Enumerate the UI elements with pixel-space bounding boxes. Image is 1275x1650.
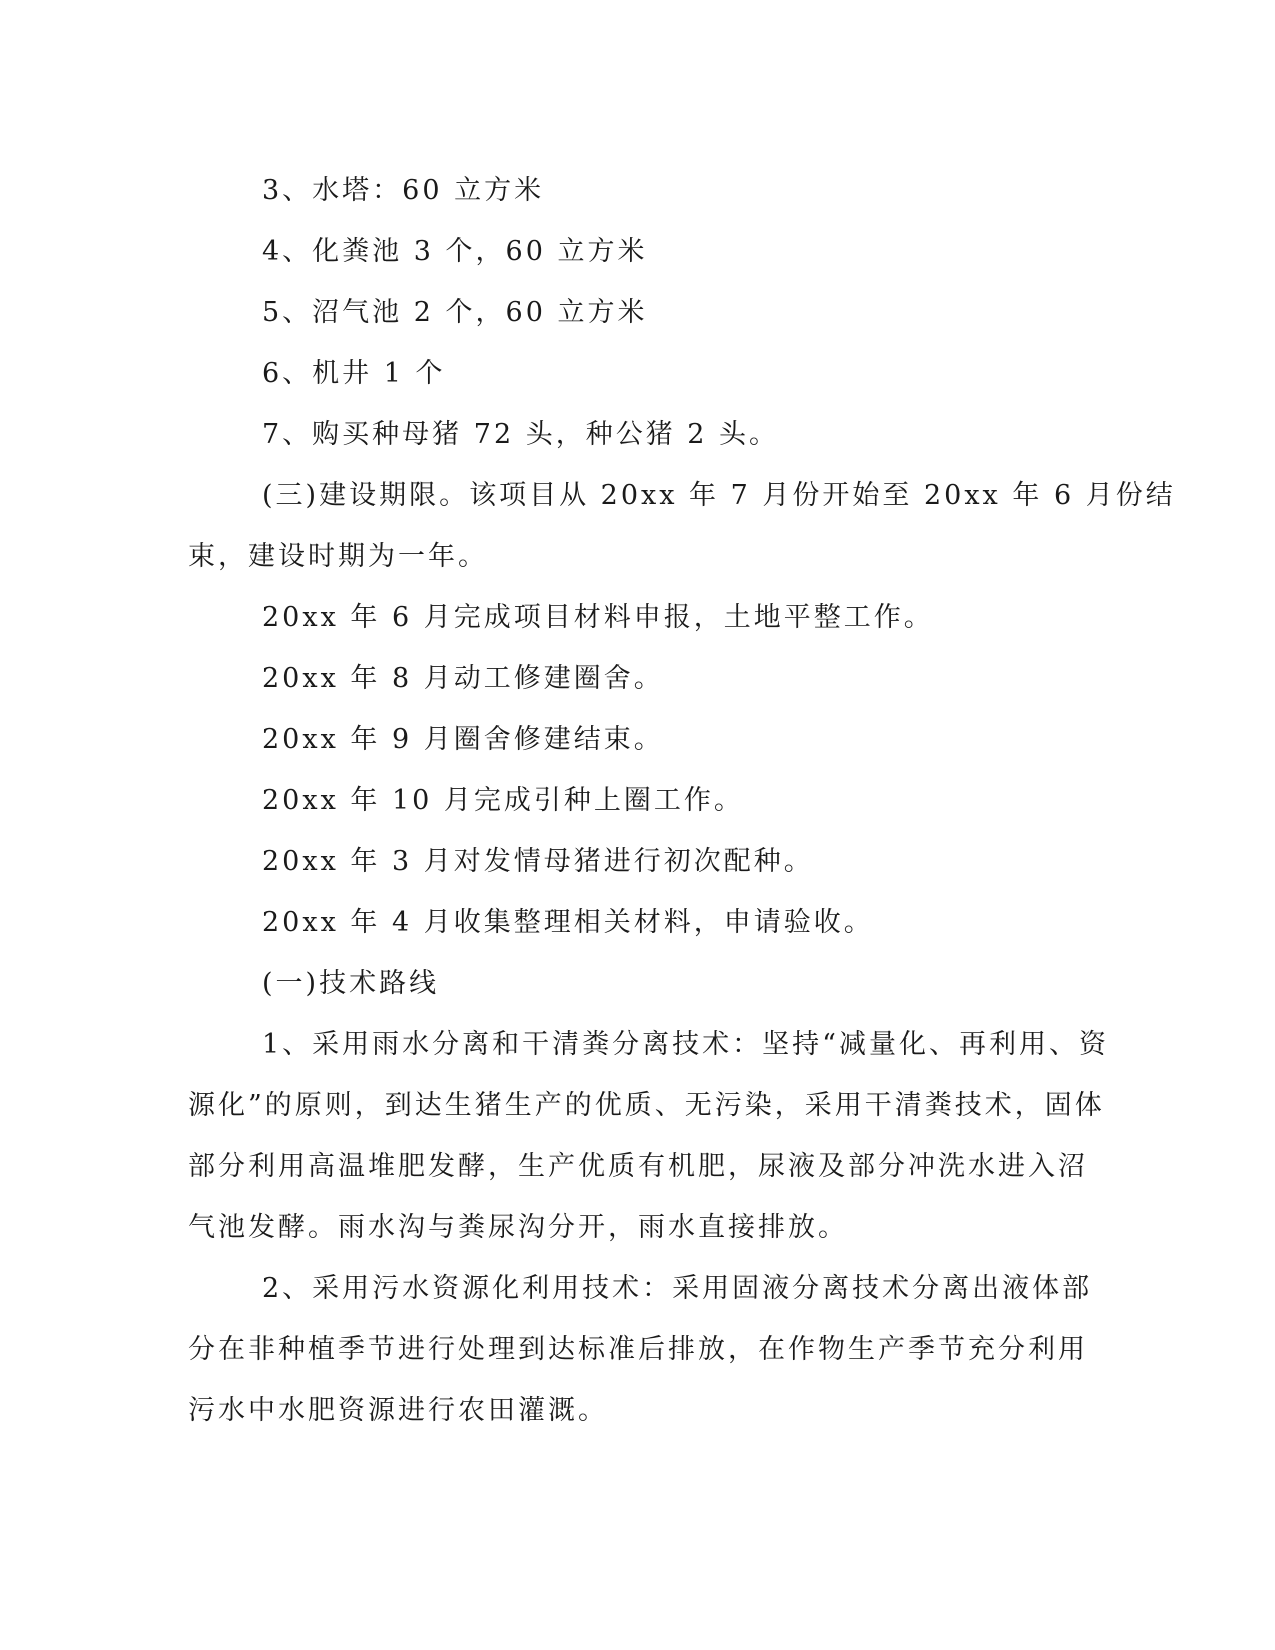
section-heading-technical-route: (一)技术路线 [262, 968, 440, 999]
schedule-item-september: 20xx 年 9 月圈舍修建结束。 [262, 724, 664, 755]
schedule-item-october: 20xx 年 10 月完成引种上圈工作。 [262, 785, 744, 816]
construction-period-paragraph-line-1: (三)建设期限。该项目从 20xx 年 7 月份开始至 20xx 年 6 月份结 [262, 480, 1176, 511]
technique-1-line-3: 部分利用高温堆肥发酵，生产优质有机肥，尿液及部分冲洗水进入沼 [188, 1151, 1088, 1182]
technique-2-line-2: 分在非种植季节进行处理到达标准后排放，在作物生产季节充分利用 [188, 1334, 1088, 1365]
technique-1-line-2: 源化”的原则，到达生猪生产的优质、无污染，采用干清粪技术，固体 [188, 1090, 1105, 1121]
list-item-biogas-tank: 5、沼气池 2 个，60 立方米 [262, 297, 648, 328]
technique-2-line-3: 污水中水肥资源进行农田灌溉。 [188, 1395, 608, 1426]
schedule-item-april: 20xx 年 4 月收集整理相关材料，申请验收。 [262, 907, 874, 938]
schedule-item-june: 20xx 年 6 月完成项目材料申报，土地平整工作。 [262, 602, 934, 633]
construction-period-paragraph-line-2: 束，建设时期为一年。 [188, 541, 488, 572]
schedule-item-august: 20xx 年 8 月动工修建圈舍。 [262, 663, 664, 694]
list-item-septic-tank: 4、化粪池 3 个，60 立方米 [262, 236, 648, 267]
technique-1-line-1: 1、采用雨水分离和干清粪分离技术：坚持“减量化、再利用、资 [262, 1029, 1109, 1060]
document-body [188, 160, 1176, 1441]
technique-1-line-4: 气池发酵。雨水沟与粪尿沟分开，雨水直接排放。 [188, 1212, 848, 1243]
list-item-well: 6、机井 1 个 [262, 358, 446, 389]
technique-2-line-1: 2、采用污水资源化利用技术：采用固液分离技术分离出液体部 [262, 1273, 1093, 1304]
list-item-water-tower: 3、水塔：60 立方米 [262, 175, 545, 206]
list-item-breeding-pigs: 7、购买种母猪 72 头，种公猪 2 头。 [262, 419, 780, 450]
schedule-item-march: 20xx 年 3 月对发情母猪进行初次配种。 [262, 846, 814, 877]
